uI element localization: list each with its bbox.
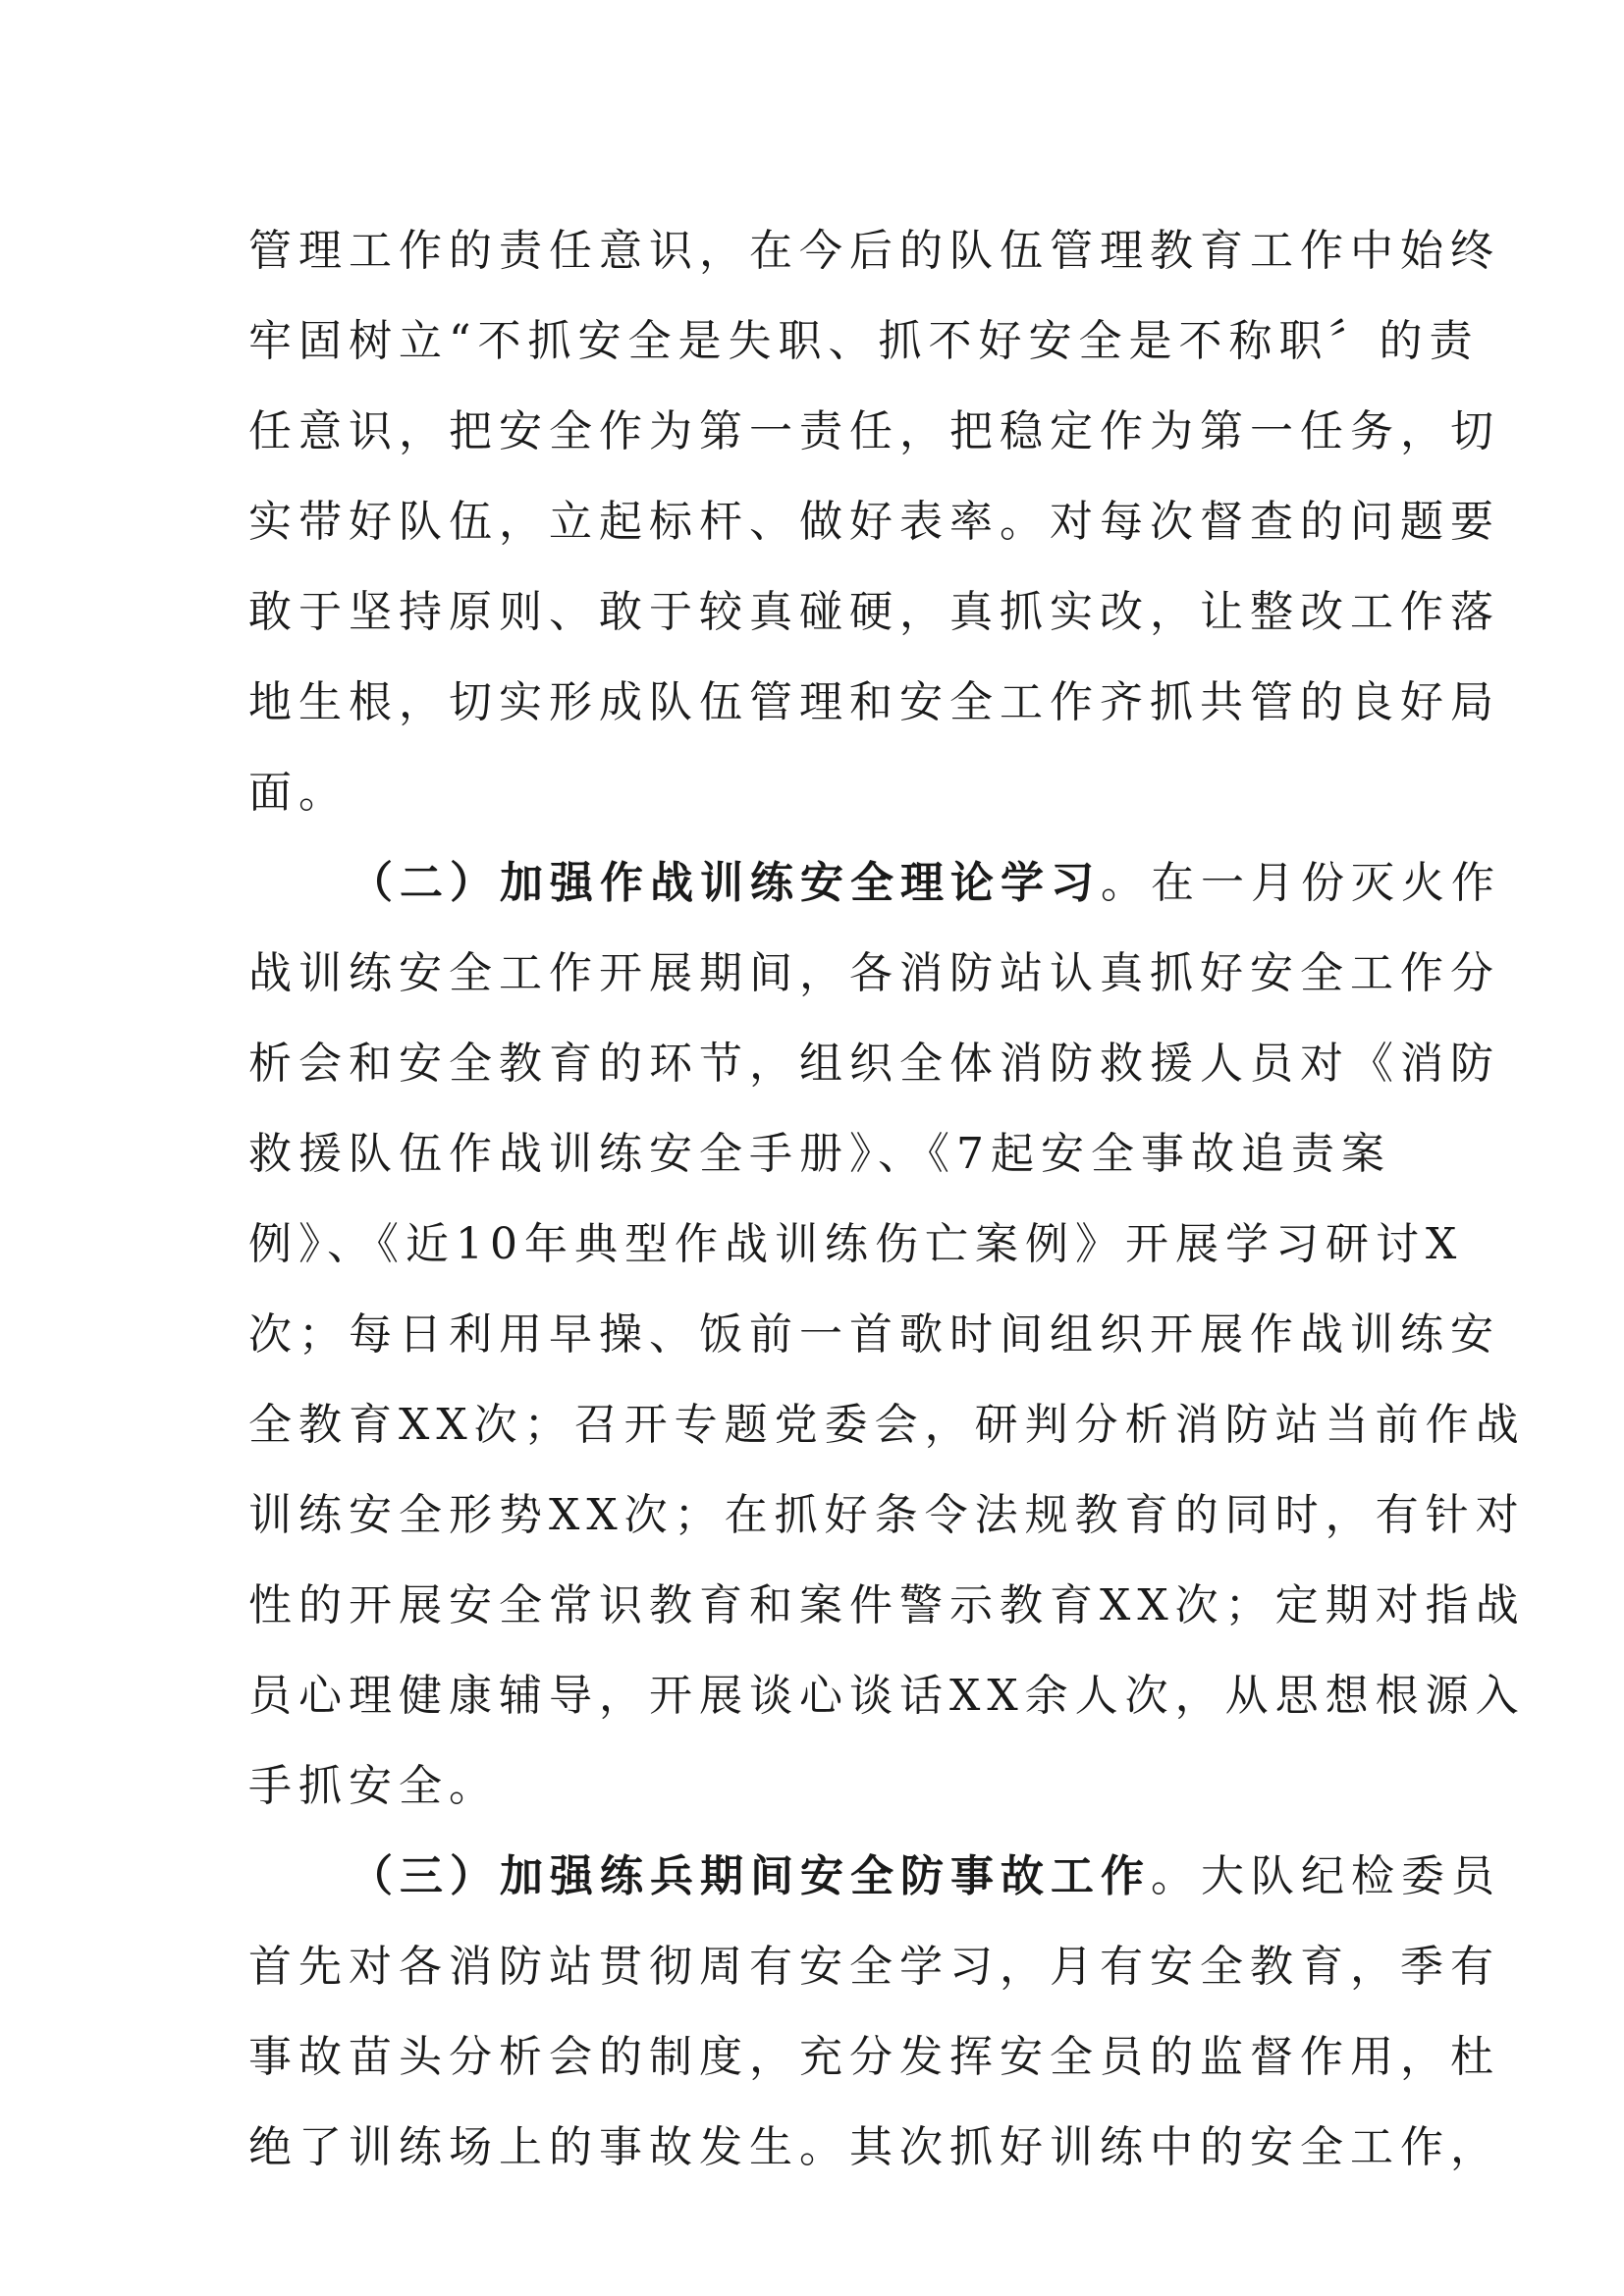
section-heading: （二）加强作战训练安全理论学习 [350,858,1101,908]
text-line: 首先对各消防站贯彻周有安全学习，月有安全教育，季有 [248,1942,1500,1992]
text-line: 例》、《近10年典型作战训练伤亡案例》开展学习研讨X [248,1219,1464,1269]
document-body [248,206,1526,2193]
text-line: 事故苗头分析会的制度，充分发挥安全员的监督作用，杜 [248,2032,1500,2082]
text-line: 绝了训练场上的事故发生。其次抓好训练中的安全工作， [248,2122,1500,2172]
text-line: 救援队伍作战训练安全手册》、《7起安全事故追责案 [248,1129,1391,1179]
text-line: 手抓安全。 [248,1761,499,1811]
heading-line-rest: 。在一月份灭火作 [1101,858,1501,908]
text-line: 任意识，把安全作为第一责任，把稳定作为第一任务，切 [248,406,1500,456]
section-heading: （三）加强练兵期间安全防事故工作 [350,1851,1151,1901]
text-line: 实带好队伍，立起标杆、做好表率。对每次督查的问题要 [248,497,1500,547]
text-line: 员心理健康辅导，开展谈心谈话XX余人次，从思想根源入 [248,1671,1526,1721]
text-line: 地生根，切实形成队伍管理和安全工作齐抓共管的良好局 [248,677,1500,727]
text-line: 管理工作的责任意识，在今后的队伍管理教育工作中始终 [248,226,1500,276]
text-line: 析会和安全教育的环节，组织全体消防救援人员对《消防 [248,1039,1500,1089]
text-line: 战训练安全工作开展期间，各消防站认真抓好安全工作分 [248,948,1500,998]
paragraph-first-line [248,838,1501,929]
text-line: 敢于坚持原则、敢于较真碰硬，真抓实改，让整改工作落 [248,587,1500,637]
text-line: 牢固树立“不抓安全是失职、抓不好安全是不称职〞的责 [248,316,1480,366]
text-line: 面。 [248,768,349,818]
heading-line-rest: 。大队纪检委员 [1151,1851,1501,1901]
text-line: 训练安全形势XX次；在抓好条令法规教育的同时，有针对 [248,1490,1526,1540]
text-line: 次；每日利用早操、饭前一首歌时间组织开展作战训练安 [248,1309,1500,1360]
text-line: 全教育XX次；召开专题党委会，研判分析消防站当前作战 [248,1400,1526,1450]
paragraph-first-line [248,1832,1501,1922]
text-line: 性的开展安全常识教育和案件警示教育XX次；定期对指战 [248,1580,1526,1630]
